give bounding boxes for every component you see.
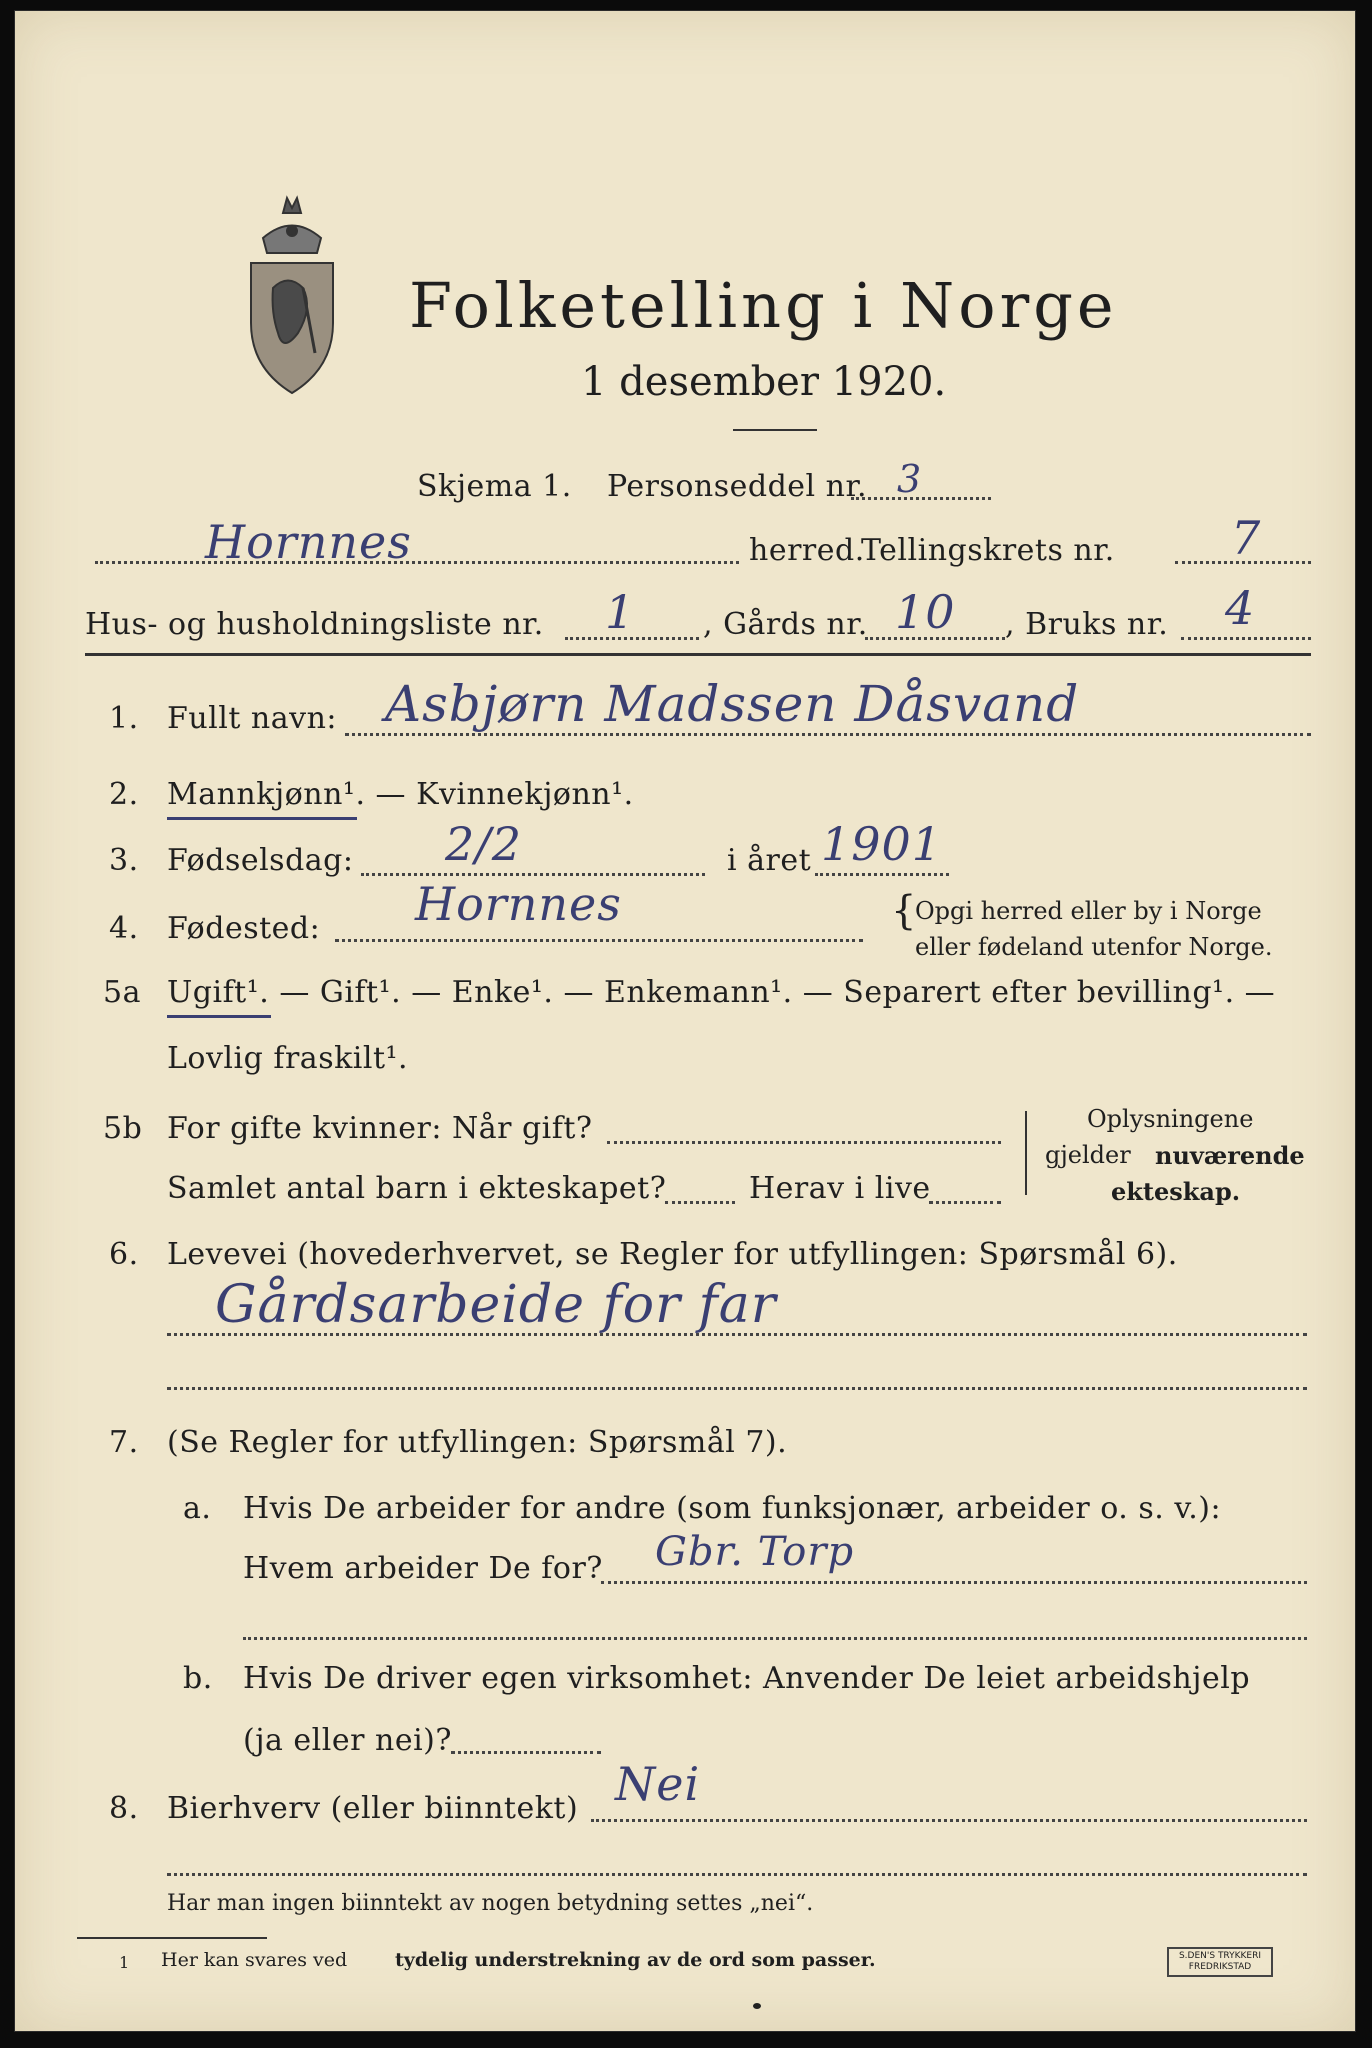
husliste-label: Hus- og husholdningsliste nr.: [85, 607, 544, 642]
skjema-label: Skjema 1.: [417, 469, 572, 504]
herred-value: Hornnes: [205, 515, 412, 569]
footer-note: Har man ingen biinntekt av nogen betydning settes „nei“.: [167, 1891, 814, 1916]
employer-value: Gbr. Torp: [655, 1529, 855, 1575]
full-name-field: [345, 733, 1311, 736]
q6-number: 6.: [109, 1237, 139, 1272]
gender-options: Mannkjønn¹. — Kvinnekjønn¹.: [167, 777, 634, 812]
q5b-alive-label: Herav i live: [749, 1171, 931, 1206]
q1-number: 1.: [109, 701, 139, 736]
q8-number: 8.: [109, 1791, 139, 1826]
tellingskrets-label: Tellingskrets nr.: [861, 533, 1115, 568]
birth-year-field: [815, 873, 949, 876]
birth-year-value: 1901: [821, 817, 943, 871]
full-name-value: Asbjørn Madssen Dåsvand: [385, 675, 1080, 733]
marital-underline: [167, 1015, 271, 1018]
hired-help-field: [451, 1751, 601, 1754]
tellingskrets-value: 7: [1231, 511, 1262, 565]
marital-options-line2: Lovlig fraskilt¹.: [167, 1041, 409, 1076]
q4-number: 4.: [109, 911, 139, 946]
section-divider: [85, 653, 1311, 656]
q7b-line1: Hvis De driver egen virksomhet: Anvender De leiet arbeidshjelp: [243, 1661, 1251, 1696]
personseddel-value: 3: [897, 457, 923, 501]
birthplace-field: [335, 939, 863, 942]
q2-number: 2.: [109, 777, 139, 812]
footnote-divider: [77, 1937, 267, 1939]
q4-note-line1: Opgi herred eller by i Norge: [915, 897, 1262, 925]
q4-brace: {: [891, 888, 917, 934]
personseddel-label: Personseddel nr.: [607, 469, 868, 504]
herred-label: herred.: [749, 533, 865, 568]
q7b-line2: (ja eller nei)?: [243, 1723, 452, 1758]
q5b-bracket: [1025, 1111, 1027, 1195]
side-income-field: [591, 1819, 1307, 1822]
q5a-number: 5a: [103, 975, 141, 1010]
footnote-number: 1: [119, 1953, 130, 1972]
herred-field: [95, 561, 739, 564]
side-income-field-2: [167, 1873, 1307, 1876]
q7a-line2: Hvem arbeider De for?: [243, 1551, 603, 1586]
q5b-note-3: ekteskap.: [1111, 1177, 1241, 1206]
q5b-number: 5b: [103, 1111, 143, 1146]
husliste-value: 1: [605, 585, 636, 639]
gards-label: , Gårds nr.: [703, 607, 868, 642]
birthplace-value: Hornnes: [415, 877, 622, 931]
gards-value: 10: [895, 585, 956, 639]
q4-note-line2: eller fødeland utenfor Norge.: [915, 933, 1273, 961]
page-mark: [753, 2003, 761, 2009]
q8-label: Bierhverv (eller biinntekt): [167, 1791, 579, 1826]
printer-stamp: S.DEN'S TRYKKERI FREDRIKSTAD: [1167, 1947, 1273, 1977]
side-income-value: Nei: [615, 1757, 701, 1811]
q3-number: 3.: [109, 843, 139, 878]
occupation-field-1: [167, 1333, 1307, 1336]
q5b-note-2a: gjelder: [1045, 1141, 1131, 1169]
q7b-letter: b.: [183, 1661, 213, 1696]
birthday-field: [361, 873, 705, 876]
employer-field: [601, 1581, 1307, 1584]
q7a-line1: Hvis De arbeider for andre (som funksjonær, arbeider o. s. v.):: [243, 1491, 1222, 1526]
q7-number: 7.: [109, 1425, 139, 1460]
year-label: i året: [727, 843, 812, 878]
gender-underline: [167, 817, 357, 820]
census-form-page: [14, 10, 1356, 2032]
employer-field-2: [243, 1637, 1307, 1640]
married-when-field: [607, 1141, 1001, 1144]
q3-label: Fødselsdag:: [167, 843, 354, 878]
bruks-label: , Bruks nr.: [1005, 607, 1169, 642]
footnote-text-a: Her kan svares ved: [161, 1949, 348, 1971]
q1-label: Fullt navn:: [167, 701, 338, 736]
children-total-field: [665, 1201, 735, 1204]
q5b-line1: For gifte kvinner: Når gift?: [167, 1111, 593, 1146]
q7-label: (Se Regler for utfyllingen: Spørsmål 7).: [167, 1425, 788, 1460]
children-alive-field: [929, 1201, 1001, 1204]
form-title: Folketelling i Norge: [409, 269, 1118, 342]
q4-label: Fødested:: [167, 911, 321, 946]
norway-coat-of-arms-icon: [243, 193, 341, 403]
bruks-value: 4: [1225, 581, 1256, 635]
occupation-value: Gårdsarbeide for far: [215, 1275, 777, 1335]
q6-label: Levevei (hovederhvervet, se Regler for utfyllingen: Spørsmål 6).: [167, 1237, 1178, 1272]
q5b-note-2b: nuværende: [1155, 1141, 1305, 1170]
marital-options: Ugift¹. — Gift¹. — Enke¹. — Enkemann¹. — Separert efter bevilling¹. —: [167, 975, 1276, 1010]
q5b-note-1: Oplysningene: [1087, 1105, 1254, 1133]
title-divider: [733, 429, 817, 431]
q7a-letter: a.: [183, 1491, 212, 1526]
occupation-field-2: [167, 1387, 1307, 1390]
census-date: 1 desember 1920.: [581, 359, 947, 405]
bruks-field: [1181, 637, 1311, 640]
footnote-text-b: tydelig understrekning av de ord som passer.: [395, 1949, 876, 1971]
birthday-value: 2/2: [445, 817, 523, 871]
q5b-children-label: Samlet antal barn i ekteskapet?: [167, 1171, 667, 1206]
